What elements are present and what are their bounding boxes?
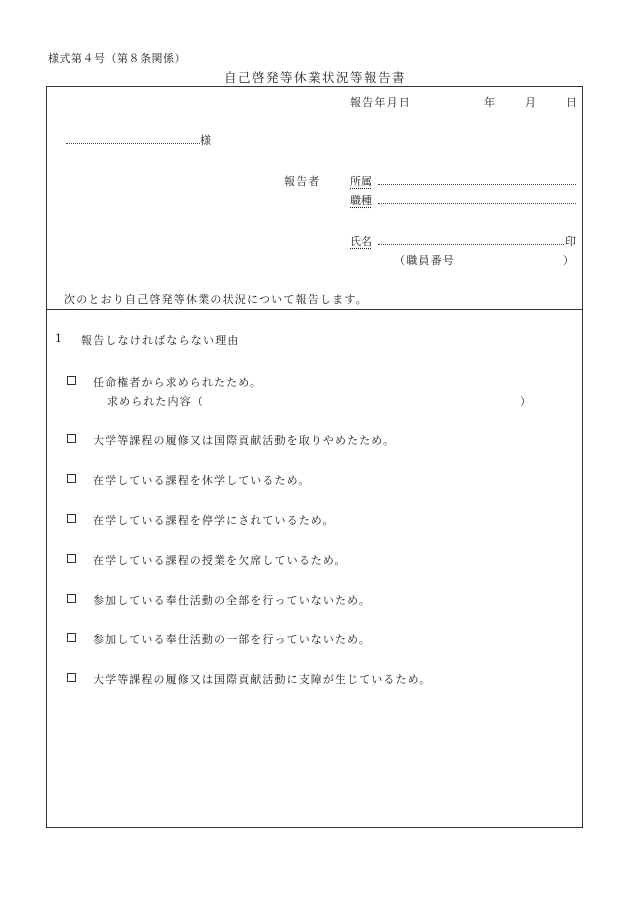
position-field[interactable] (378, 203, 576, 204)
seal-label: 印 (565, 235, 576, 248)
form-number: 様式第４号（第８条関係） (48, 52, 186, 65)
section-divider (46, 309, 583, 310)
reason-checkbox-2[interactable] (67, 434, 76, 443)
reason-text-8: 大学等課程の履修又は国際貢献活動に支障が生じているため。 (93, 673, 432, 686)
report-date-label: 報告年月日 (350, 96, 411, 109)
reporter-label: 報告者 (284, 175, 321, 188)
reason-text-5: 在学している課程の授業を欠席しているため。 (93, 554, 347, 567)
month-label: 月 (525, 96, 536, 109)
reason-text-6: 参加している奉仕活動の全部を行っていないため。 (93, 594, 371, 607)
day-label: 日 (566, 96, 577, 109)
position-label: 職種 (350, 194, 372, 207)
addressee-suffix: 様 (200, 134, 211, 147)
affiliation-field[interactable] (378, 184, 576, 185)
reason-checkbox-3[interactable] (67, 474, 76, 483)
affiliation-label: 所属 (350, 175, 372, 188)
employee-number-close: ） (563, 254, 574, 267)
reason-checkbox-1[interactable] (67, 376, 76, 385)
requested-content-close: ） (520, 395, 531, 408)
requested-content-label: 求められた内容（ (107, 395, 204, 408)
reason-checkbox-8[interactable] (67, 673, 76, 682)
form-frame (46, 86, 583, 828)
section-heading: 報告しなければならない理由 (81, 334, 240, 347)
reason-checkbox-6[interactable] (67, 594, 76, 603)
section-number: 1 (55, 332, 62, 345)
year-label: 年 (484, 96, 495, 109)
reason-text-7: 参加している奉仕活動の一部を行っていないため。 (93, 633, 371, 646)
reason-text-2: 大学等課程の履修又は国際貢献活動を取りやめたため。 (93, 434, 396, 447)
reason-text-4: 在学している課程を停学にされているため。 (93, 514, 335, 527)
reason-text-1: 任命権者から求められたため。 (93, 376, 262, 389)
employee-number-label: （職員番号 (394, 254, 455, 267)
name-field[interactable] (378, 244, 564, 245)
intro-text: 次のとおり自己啓発等休業の状況について報告します。 (64, 293, 368, 306)
document-title: 自己啓発等休業状況等報告書 (223, 70, 406, 85)
reason-text-3: 在学している課程を休学しているため。 (93, 474, 311, 487)
addressee-field[interactable] (66, 143, 200, 144)
reason-checkbox-7[interactable] (67, 633, 76, 642)
reason-checkbox-5[interactable] (67, 554, 76, 563)
name-label: 氏名 (350, 235, 372, 248)
reason-checkbox-4[interactable] (67, 514, 76, 523)
